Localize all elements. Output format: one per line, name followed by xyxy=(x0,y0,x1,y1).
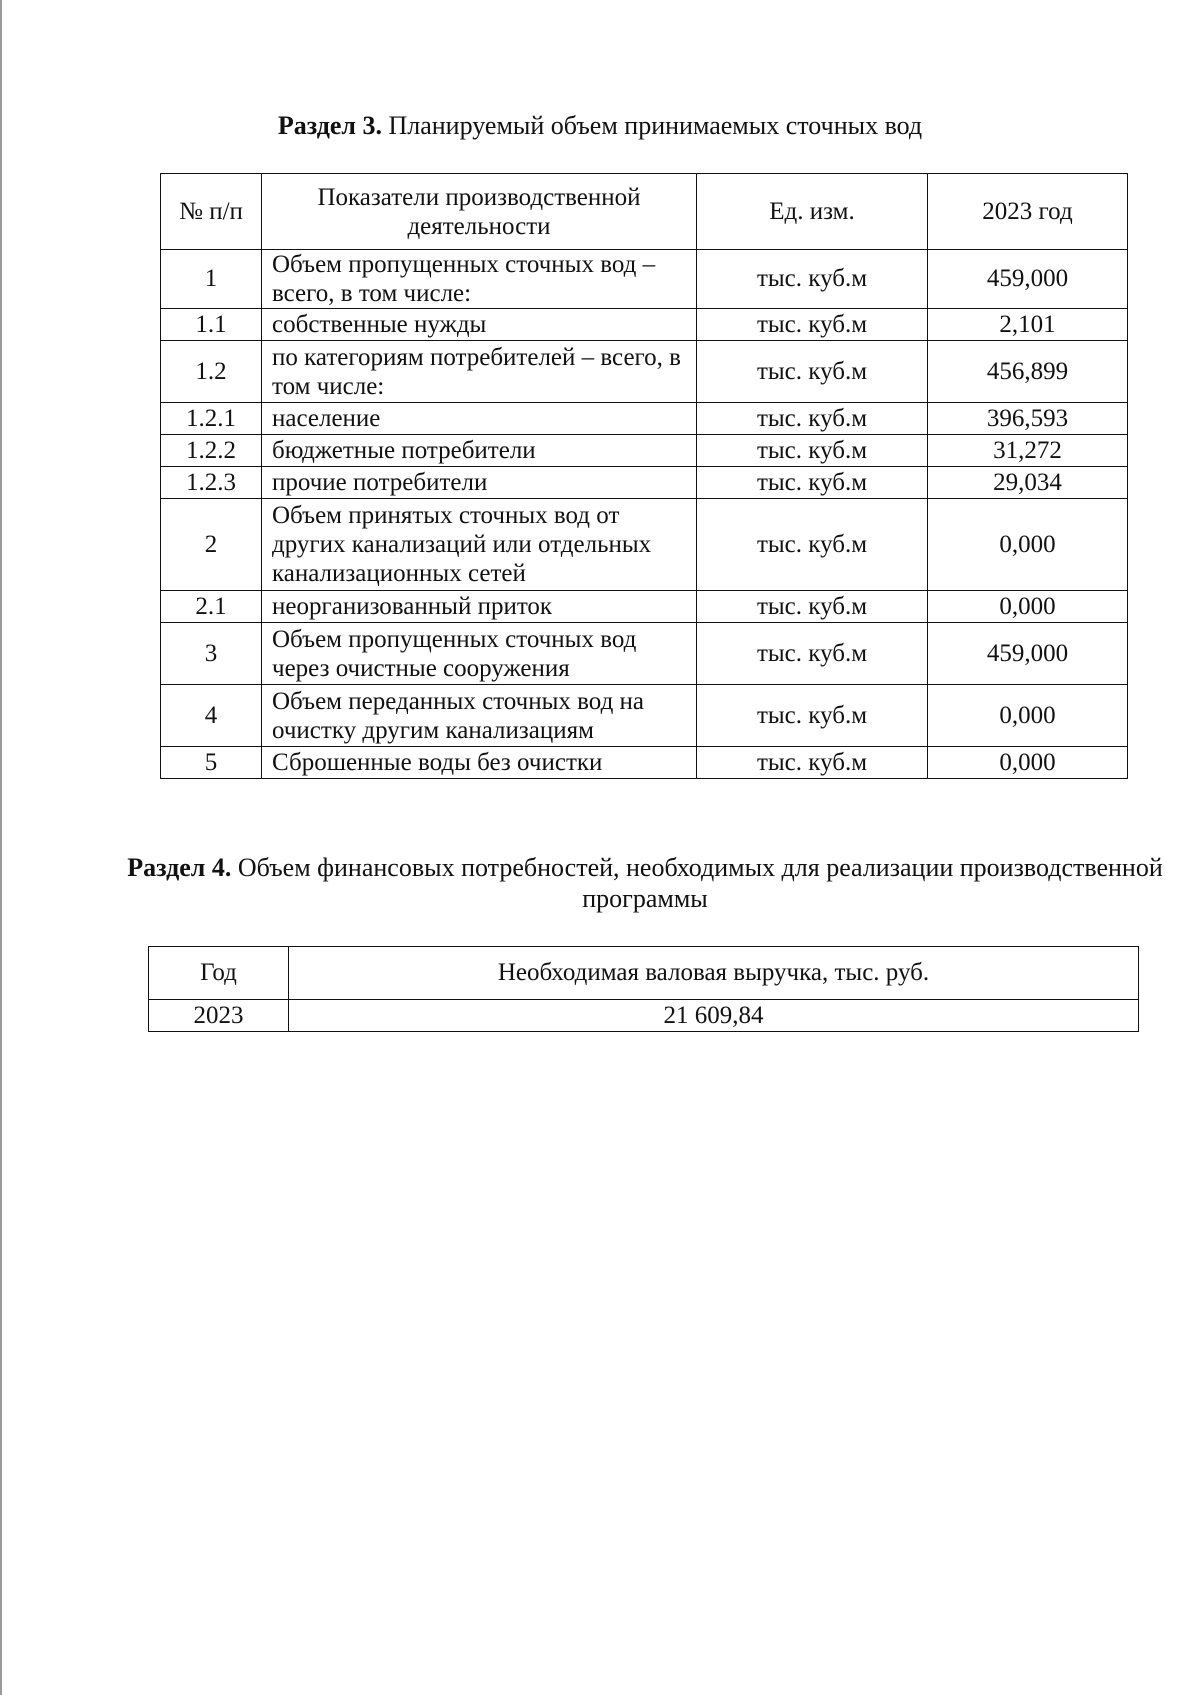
row-unit: тыс. куб.м xyxy=(697,747,928,779)
row-num: 1.1 xyxy=(161,309,262,341)
row-revenue: 21 609,84 xyxy=(289,1000,1139,1032)
row-year: 2023 xyxy=(149,1000,289,1032)
header-indicator: Показатели производственной деятельности xyxy=(262,174,697,250)
section-4-title-text: Объем финансовых потребностей, необходимых для реализации производственной программы xyxy=(231,853,1163,913)
row-num: 1.2.3 xyxy=(161,467,262,499)
row-num: 3 xyxy=(161,623,262,685)
row-indicator: собственные нужды xyxy=(262,309,697,341)
row-unit: тыс. куб.м xyxy=(697,591,928,623)
table-row xyxy=(161,685,1128,747)
row-value: 2,101 xyxy=(928,309,1128,341)
table-row xyxy=(161,403,1128,435)
row-unit: тыс. куб.м xyxy=(697,435,928,467)
row-unit: тыс. куб.м xyxy=(697,250,928,309)
section-4-title xyxy=(110,852,1180,914)
table-row xyxy=(161,250,1128,309)
row-indicator: Объем принятых сточных вод от других канализаций или отдельных канализационных сетей xyxy=(262,499,697,591)
row-num: 1 xyxy=(161,250,262,309)
row-value: 459,000 xyxy=(928,250,1128,309)
header-num: № п/п xyxy=(161,174,262,250)
table-row xyxy=(161,309,1128,341)
table-row xyxy=(161,467,1128,499)
row-num: 4 xyxy=(161,685,262,747)
section-3-title xyxy=(0,110,1200,141)
table-row xyxy=(161,591,1128,623)
row-value: 29,034 xyxy=(928,467,1128,499)
row-indicator: население xyxy=(262,403,697,435)
row-num: 1.2.2 xyxy=(161,435,262,467)
row-indicator: бюджетные потребители xyxy=(262,435,697,467)
financial-needs-table xyxy=(148,946,1139,1032)
row-value: 0,000 xyxy=(928,685,1128,747)
row-num: 1.2.1 xyxy=(161,403,262,435)
row-num: 1.2 xyxy=(161,341,262,403)
row-num: 5 xyxy=(161,747,262,779)
header-revenue: Необходимая валовая выручка, тыс. руб. xyxy=(289,947,1139,1000)
row-num: 2 xyxy=(161,499,262,591)
row-indicator: неорганизованный приток xyxy=(262,591,697,623)
row-value: 0,000 xyxy=(928,747,1128,779)
row-indicator: Сброшенные воды без очистки xyxy=(262,747,697,779)
row-value: 31,272 xyxy=(928,435,1128,467)
table-row xyxy=(161,623,1128,685)
row-unit: тыс. куб.м xyxy=(697,623,928,685)
row-value: 0,000 xyxy=(928,499,1128,591)
table-row xyxy=(161,341,1128,403)
row-indicator: Объем пропущенных сточных вод – всего, в том числе: xyxy=(262,250,697,309)
header-year: 2023 год xyxy=(928,174,1128,250)
page-left-edge xyxy=(0,0,2,1695)
table-header-row xyxy=(149,947,1139,1000)
row-num: 2.1 xyxy=(161,591,262,623)
header-year: Год xyxy=(149,947,289,1000)
header-unit: Ед. изм. xyxy=(697,174,928,250)
section-4-title-bold: Раздел 4. xyxy=(127,853,232,882)
row-indicator: Объем переданных сточных вод на очистку другим канализациям xyxy=(262,685,697,747)
row-value: 459,000 xyxy=(928,623,1128,685)
table-row xyxy=(161,747,1128,779)
row-unit: тыс. куб.м xyxy=(697,467,928,499)
table-row xyxy=(149,1000,1139,1032)
row-unit: тыс. куб.м xyxy=(697,685,928,747)
row-indicator: Объем пропущенных сточных вод через очистные сооружения xyxy=(262,623,697,685)
row-indicator: прочие потребители xyxy=(262,467,697,499)
row-value: 0,000 xyxy=(928,591,1128,623)
section-3-title-text: Планируемый объем принимаемых сточных вод xyxy=(381,111,923,140)
row-value: 396,593 xyxy=(928,403,1128,435)
row-unit: тыс. куб.м xyxy=(697,341,928,403)
table-row xyxy=(161,435,1128,467)
wastewater-volume-table xyxy=(160,173,1128,779)
section-3-title-bold: Раздел 3. xyxy=(277,111,382,140)
row-indicator: по категориям потребителей – всего, в том числе: xyxy=(262,341,697,403)
row-value: 456,899 xyxy=(928,341,1128,403)
table-header-row xyxy=(161,174,1128,250)
row-unit: тыс. куб.м xyxy=(697,309,928,341)
table-row xyxy=(161,499,1128,591)
row-unit: тыс. куб.м xyxy=(697,499,928,591)
row-unit: тыс. куб.м xyxy=(697,403,928,435)
